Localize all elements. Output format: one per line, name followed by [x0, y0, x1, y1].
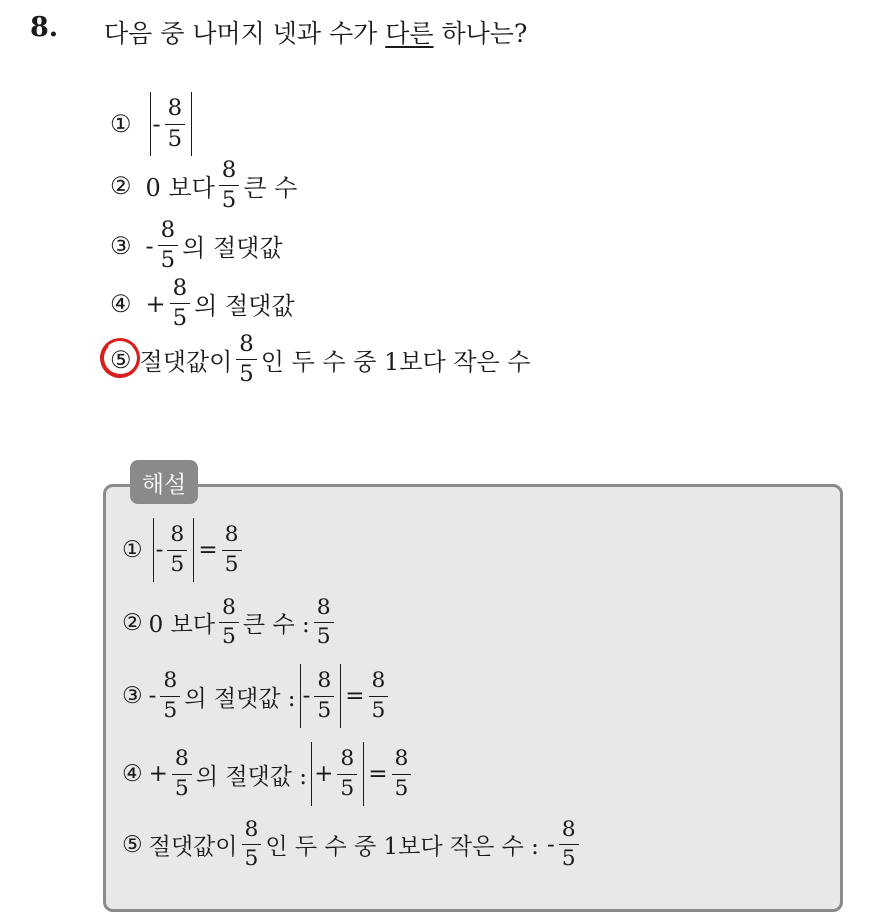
- absolute-value-bars: [311, 742, 364, 806]
- line-suffix: 인 두 수 중 1보다 작은 수 :: [265, 834, 539, 861]
- result-fraction: [559, 818, 579, 871]
- line-prefix: 0 보다: [148, 612, 216, 639]
- fraction: [172, 747, 192, 800]
- numerator: 8: [337, 747, 357, 774]
- sign: +: [148, 761, 168, 787]
- numerator: 8: [160, 669, 180, 696]
- option-5[interactable]: [110, 332, 530, 387]
- option-suffix: 인 두 수 중 1보다 작은 수: [260, 348, 531, 377]
- result-fraction: [369, 669, 389, 722]
- sign: -: [546, 831, 555, 858]
- denominator: 5: [221, 187, 237, 214]
- fraction: [167, 523, 187, 576]
- result-fraction: [314, 596, 334, 649]
- option-marker: ①: [110, 110, 132, 138]
- question-text-part: 하나는?: [433, 19, 528, 48]
- fraction: [165, 96, 186, 151]
- explanation-line-1: [122, 518, 246, 582]
- line-prefix: 절댓값이: [148, 834, 238, 861]
- denominator: 5: [561, 846, 576, 872]
- numerator: 8: [369, 669, 389, 696]
- denominator: 5: [222, 624, 236, 650]
- equals-sign: =: [345, 683, 365, 709]
- fraction: [219, 158, 240, 213]
- option-suffix: 의 절댓값: [194, 292, 295, 321]
- numerator: 8: [559, 818, 579, 845]
- denominator: 5: [224, 551, 239, 577]
- equals-sign: =: [198, 537, 218, 563]
- line-marker: ①: [122, 537, 143, 563]
- denominator: 5: [316, 624, 331, 650]
- sign: -: [302, 683, 311, 709]
- sign: +: [314, 761, 334, 787]
- denominator: 5: [160, 247, 176, 274]
- numerator: 8: [314, 669, 334, 696]
- fraction: [219, 596, 239, 649]
- line-marker: ③: [122, 683, 143, 709]
- line-marker: ②: [122, 609, 143, 636]
- fraction: [160, 669, 180, 722]
- option-marker: ④: [110, 289, 132, 318]
- denominator: 5: [317, 697, 332, 723]
- line-marker: ④: [122, 761, 143, 787]
- fraction: [170, 276, 191, 331]
- line-suffix: 큰 수 :: [242, 612, 310, 639]
- denominator: 5: [371, 697, 386, 723]
- numerator: 8: [314, 596, 334, 623]
- fraction: [314, 669, 334, 722]
- sign: -: [145, 231, 154, 260]
- explanation-label: 해설: [130, 460, 198, 504]
- question-number: 8.: [30, 12, 59, 43]
- numerator: 8: [172, 747, 192, 774]
- option-marker: ⑤: [110, 345, 132, 374]
- numerator: 8: [170, 276, 191, 304]
- option-2[interactable]: [110, 158, 297, 213]
- denominator: 5: [163, 697, 178, 723]
- explanation-line-4: [122, 742, 415, 806]
- denominator: 5: [340, 775, 355, 801]
- fraction: [337, 747, 357, 800]
- sign: -: [152, 110, 161, 138]
- fraction: [242, 818, 262, 871]
- line-marker: ⑤: [122, 831, 143, 858]
- numerator: 8: [219, 158, 240, 186]
- explanation-line-2: [122, 596, 338, 649]
- option-marker: ③: [110, 231, 132, 260]
- sign: -: [148, 683, 157, 709]
- numerator: 8: [242, 818, 262, 845]
- result-fraction: [392, 747, 412, 800]
- denominator: 5: [394, 775, 409, 801]
- option-1[interactable]: [110, 92, 196, 156]
- denominator: 5: [172, 305, 188, 332]
- option-marker: ②: [110, 171, 132, 200]
- sign: +: [145, 289, 166, 318]
- numerator: 8: [165, 96, 186, 124]
- numerator: 8: [222, 523, 242, 550]
- numerator: 8: [158, 218, 179, 246]
- denominator: 5: [244, 846, 259, 872]
- option-suffix: 큰 수: [243, 174, 298, 203]
- question-text-part: 다음 중 나머지 넷과 수가: [104, 19, 386, 48]
- denominator: 5: [174, 775, 189, 801]
- fraction: [158, 218, 179, 273]
- option-prefix: 0 보다: [145, 174, 215, 203]
- option-4[interactable]: [110, 276, 295, 331]
- explanation-line-3: [122, 664, 392, 728]
- absolute-value-bars: [300, 664, 342, 728]
- sign: -: [155, 537, 164, 563]
- explanation-line-5: [122, 818, 583, 871]
- absolute-value-bars: [150, 92, 193, 156]
- option-prefix: 절댓값이: [139, 348, 233, 377]
- absolute-value-bars: [153, 518, 195, 582]
- equals-sign: =: [368, 761, 388, 787]
- line-suffix: 의 절댓값 :: [195, 763, 308, 790]
- numerator: 8: [167, 523, 187, 550]
- numerator: 8: [236, 332, 257, 360]
- numerator: 8: [392, 747, 412, 774]
- fraction: [236, 332, 257, 387]
- result-fraction: [222, 523, 242, 576]
- denominator: 5: [170, 551, 185, 577]
- denominator: 5: [239, 361, 254, 388]
- option-suffix: 의 절댓값: [182, 234, 283, 263]
- line-suffix: 의 절댓값 :: [184, 685, 296, 712]
- question-underlined-word: 다른: [385, 19, 434, 48]
- numerator: 8: [219, 596, 239, 623]
- denominator: 5: [167, 125, 183, 152]
- option-3[interactable]: [110, 218, 283, 273]
- question-text: [104, 14, 527, 50]
